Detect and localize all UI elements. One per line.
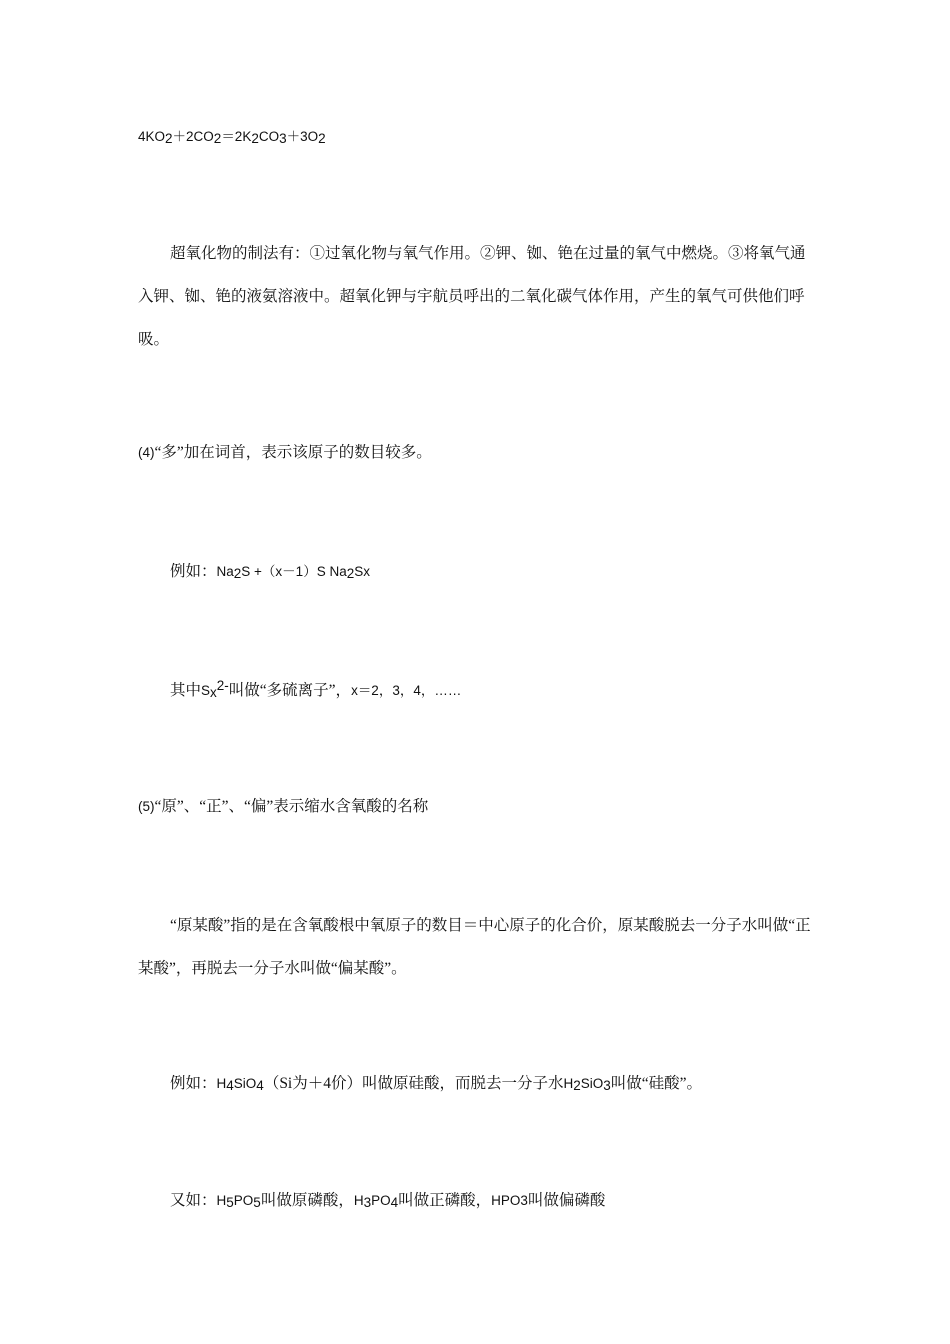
formula-subscript: 2 <box>573 1078 581 1093</box>
formula-subscript: x <box>210 685 217 700</box>
formula-subscript: 5 <box>253 1195 261 1210</box>
formula-term: H <box>216 1076 227 1091</box>
paragraph-acid-naming: “原某酸”指的是在含氧酸根中氧原子的数目＝中心原子的化合价，原某酸脱去一分子水叫做“正某酸”，再脱去一分子水叫做“偏某酸”。 <box>138 917 811 977</box>
formula-subscript: 4 <box>390 1195 399 1210</box>
formula-term: Sx <box>354 564 370 579</box>
eq-term: ＋2CO <box>172 129 214 144</box>
eq-term: CO <box>258 129 280 144</box>
formula-subscript: 2 <box>346 566 355 581</box>
text-lead: 其中 <box>170 682 202 699</box>
formula-term: SiO <box>580 1076 604 1091</box>
eq-subscript: 2 <box>251 131 259 146</box>
example-lead: 例如： <box>170 563 217 580</box>
formula-term: H <box>563 1076 574 1091</box>
formula-subscript: 5 <box>226 1195 234 1210</box>
text-mid: 叫做原磷酸， <box>260 1192 354 1209</box>
text-mid: 叫做“多硫离子”， <box>228 682 352 699</box>
equation-ko2-co2 <box>138 126 813 148</box>
section-heading-duo <box>138 442 813 464</box>
section-text: “多”加在词首，表示该原子的数目较多。 <box>154 444 432 461</box>
formula-subscript: 3 <box>363 1195 372 1210</box>
section-text: “原”、“正”、“偏”表示缩水含氧酸的名称 <box>154 798 429 815</box>
text-tail: 叫做偏磷酸 <box>527 1192 606 1209</box>
formula-term: Na <box>216 564 234 579</box>
formula-term: H <box>216 1193 227 1208</box>
text-tail: x＝2，3，4，…… <box>351 683 462 698</box>
formula-subscript: 3 <box>603 1078 611 1093</box>
example-phosphoric-acid <box>138 1190 813 1212</box>
formula-term: PO <box>233 1193 254 1208</box>
eq-subscript: 3 <box>279 131 287 146</box>
eq-term: ＋3O <box>286 129 319 144</box>
formula-term: HPO3 <box>491 1193 528 1208</box>
formula-term: PO <box>371 1193 391 1208</box>
section-heading-yuan-zheng-pian <box>138 796 813 818</box>
example-na2s <box>138 561 813 583</box>
formula-subscript: 4 <box>256 1078 264 1093</box>
formula-term: H <box>353 1193 364 1208</box>
eq-term: ＝2K <box>221 129 252 144</box>
formula-term: S <box>201 683 211 698</box>
eq-subscript: 2 <box>213 131 222 146</box>
eq-term: 4KO <box>138 129 166 144</box>
text-mid: （Si为＋4价）叫做原硅酸，而脱去一分子水 <box>263 1075 564 1092</box>
example-lead: 例如： <box>170 1075 217 1092</box>
paragraph-superoxide-preparation: 超氧化物的制法有：①过氧化物与氧气作用。②钾、铷、铯在过量的氧气中燃烧。③将氧气通入钾、铷、铯的液氨溶液中。超氧化钾与宇航员呼出的二氧化碳气体作用，产生的氧气可供他们呼吸。 <box>138 245 806 348</box>
example-lead: 又如： <box>170 1192 217 1209</box>
example-silicic-acid <box>138 1073 813 1095</box>
text-tail: 叫做“硅酸”。 <box>610 1075 703 1092</box>
formula-term: S +（x－1）S Na <box>241 564 347 579</box>
formula-term: SiO <box>233 1076 257 1091</box>
eq-subscript: 2 <box>318 131 326 146</box>
formula-subscript: 4 <box>226 1078 234 1093</box>
text-mid: 叫做正磷酸， <box>398 1192 492 1209</box>
polysulfide-ion-line <box>138 680 813 702</box>
section-number: (5) <box>138 799 155 814</box>
section-number: (4) <box>138 445 155 460</box>
eq-subscript: 2 <box>165 131 173 146</box>
formula-subscript: 2 <box>233 566 242 581</box>
formula-superscript: 2- <box>216 678 229 693</box>
